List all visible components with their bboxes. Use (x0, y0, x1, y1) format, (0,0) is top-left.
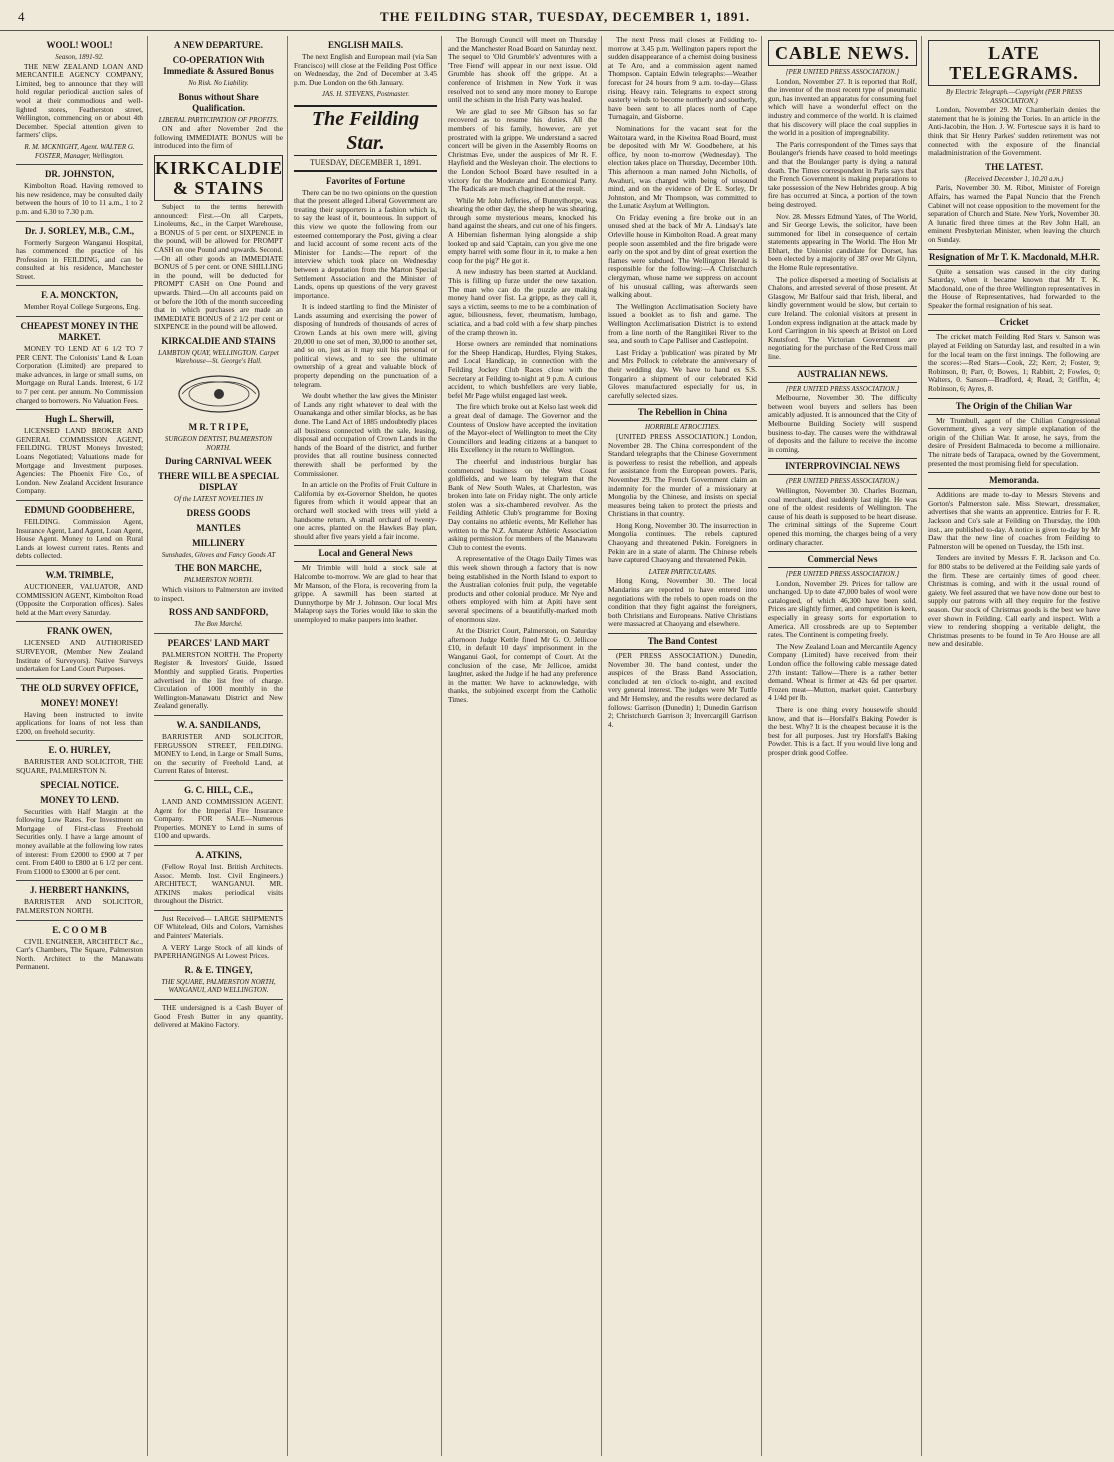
atkins-text: (Fellow Royal Inst. British Architects. Assoc. Memb. Inst. Civil Engineers.) ARCHITECT, WANGANUI. MR. ATKINS makes periodical visits throughout the District. (154, 861, 283, 906)
tripe-heading: M R. T R I P E, (188, 422, 249, 433)
sandilands-heading: W. A. SANDILANDS, (176, 719, 261, 730)
sandilands-text: BARRISTER AND SOLICITOR, FERGUSSON STREET, FEILDING. MONEY to Lend, in Large or Small Sums, on the security of Freehold Land, at Current Rates of Interest. (154, 731, 283, 776)
late-telegrams-text: London, November 29. Mr Chamberlain denies the statement that he is joining the Tories. In an article in the Anti-Jacobin, the Hon. J. W. Fortescue says it is hard to think that Sir Henry Parkes' sudden retirement was not connected with the exposure of the financial maladministration of the Government. (928, 105, 1100, 158)
special-notice-heading: SPECIAL NOTICE. (40, 779, 119, 790)
council-paragraph-3: While Mr John Jefferies, of Bunnythorpe, was shearing the other day, the sheep he was shearing, through some mysterious means, knocked his hand against the shears, and cut one of his fingers. A Hibernian fisherman lying alongside a ship looked up and said 'Captain, can you give me one empty barrel with some flour in it, to make a hen coop for the pig?' He got it. (448, 195, 597, 265)
english-mails-heading: ENGLISH MAILS. (327, 40, 404, 50)
survey-office-heading: THE OLD SURVEY OFFICE, (20, 682, 139, 693)
commercial-text-1: London, November 29. Prices for tallow are unchanged. Up to date 47,000 bales of wool were catalogued, of which 46,300 have been sold. Prices are slightly firmer, and competition is keen, especially in greasy sorts for exportation to America. All crossbreds are up to September rates. The Continent is competing freely. (768, 578, 917, 640)
the-latest-sub: (Received December 1, 10.20 a.m.) (964, 174, 1064, 183)
hurley-text: BARRISTER AND SOLICITOR, THE SQUARE, PALMERSTON N. (16, 757, 143, 776)
sorley-heading: Dr. J. SORLEY, M.B., C.M., (24, 225, 135, 236)
no-risk-tag: No Risk. No Liability. (188, 79, 249, 87)
departure-text: ON and after November 2nd the following IMMEDIATE BONUS will be introduced into the firm of (154, 124, 283, 151)
millinery-heading: MILLINERY (192, 537, 245, 548)
atkins-heading: A. ATKINS, (195, 849, 242, 860)
news-paragraph-5: Last Friday a 'publication' was pirated by Mr and Mrs Pollock to celebrate the anniversary of their wedding day. We have to hand ex S.S. Tongariro a shipment of our celebrated Kid Gloves manufactured especially for us, in carefully selected sizes. (608, 347, 757, 400)
wool-text: THE NEW ZEALAND LOAN AND MERCANTILE AGENCY COMPANY, Limited, beg to announce that they will hold regular periodical auction sales of wool at their commodious and well-lighted stores, Featherston street, Wellington, commencing on or about 4th December. Special attention given to farmers' clips. (16, 61, 143, 140)
local-news-heading: Local and General News (294, 545, 437, 562)
postmaster-signature: JAS. H. STEVENS, Postmaster. (321, 90, 410, 99)
butter-buyer-text: THE undersigned is a Cash Buyer of Good Fresh Butter in any quantity, delivered at Makino Factory. (154, 1003, 283, 1030)
late-telegrams-sub: By Electric Telegraph.—Copyright (PER PRESS ASSOCIATION.) (945, 88, 1083, 105)
interprovincial-heading: INTERPROVINCIAL NEWS (768, 458, 917, 475)
later-particulars-text: Hong Kong, November 30. The local Mandarins are reported to have entered into negotiations with the rebels to open roads on the condition that they fight against the foreigners, both Christians and Europeans. Native Christians were massacred at Chaoyang and elsewhere. (608, 576, 757, 629)
paperhangings-text: A VERY Large Stock of all kinds of PAPERHANGINGS At Lowest Prices. (154, 942, 283, 961)
news-paragraph-4: The Wellington Acclimatisation Society have issued a booklet as to fish and game. The Wellington Acclimatisation District is to extend from a line north of the Rangitikei River to the sea, and south to Cape Palliser and Castlepoint. (608, 301, 757, 346)
johnston-heading: DR. JOHNSTON, (44, 169, 115, 180)
band-contest-heading: The Band Contest (608, 633, 757, 650)
cable-text-4: The police dispersed a meeting of Socialists at Chalons, and arrested several of those present. At Glasgow, Mr Balfour said that Irish, liberal, and kindly government would be slow, but certain to cure Ireland. The colonial visitors at present in London express indignation at the attack made by Lord Carrington in his speech at Bristol on Lord Knutsford. The Victorian Government are negotiating for the purchase of the Red Cross mail line. (768, 274, 918, 361)
wool-signature: R. M. MCKNIGHT, Agent. WALTER G. FOSTER, Manager, Wellington. (24, 142, 135, 160)
resignation-text: Quite a sensation was caused in the city during Saturday, when it became known that Mr T. K. Macdonald, one of the three Wellington representatives in the House of Representatives, had forwarded to the Speaker the formal resignation of his seat. (928, 266, 1100, 310)
rebellion-text-1: [UNITED PRESS ASSOCIATION.] London, November 28. The China correspondent of the Standard telegraphs that the Chinese Government is powerless to resist the rebellion, and appeals for assistance from the European powers. Paris, November 29. The French Government claim an indemnity for the murder of a missionary at Mongolia by the Chinese, and insists on special measures being taken to protect the priests and Christians in that country. (608, 431, 757, 519)
goodbehere-heading: EDMUND GOODBEHERE, (24, 504, 135, 515)
favorites-paragraph-3: We doubt whether the law gives the Minister of Lands any right whatever to deal with the Ouanakanga and other similar blocks, as he has done. The Land Act of 1885 undoubtedly places all business connected with the sale, leasing, disposal and occupation of Crown Lands in the hands of the Board of the district, and further provides that all routine business connected therewith shall be performed by the Commissioner. (294, 391, 437, 478)
hankins-text: BARRISTER AND SOLICITOR, PALMERSTON NORTH. (16, 897, 143, 915)
wool-season: Season, 1891-92. (55, 53, 104, 61)
column-4 (444, 36, 602, 1456)
sunshades-line: Sunshades, Gloves and Fancy Goods AT (161, 550, 276, 559)
sorley-text: Formerly Surgeon Wanganui Hospital, has commenced the practice of his Profession in FEILDING, and can be consulted at his residence, Manchester Street. (16, 237, 143, 281)
council-paragraph-9: At the District Court, Palmerston, on Saturday afternoon Judge Kettle fined Mr G. O. Jellicoe £10, in default 10 days' imprisonment in the Wanganui Gaol, for contempt of Court. At the conclusion of the case, Mr Jellicoe, amidst laughter, asked the Judge if he had any preference in the matter. We have to acknowledge, with thanks, the subjoined excerpt from the Catholic Times. (448, 626, 597, 704)
tingey-heading: R. & E. TINGEY, (184, 964, 253, 975)
atrocities-subheading: HORRIBLE ATROCITIES. (644, 423, 721, 432)
cable-news-heading: CABLE NEWS. (768, 40, 917, 66)
council-paragraph-8: A representative of the Otago Daily Times was this week shown through a factory that is now being established in the North Island to export to the Australian colonies fruit pulp, the vegetable products and other colonial produce. Mr Nye and others employed with him at Apiti have sent several specimens of a beautifully-marked moth of enormous size. (448, 554, 597, 624)
ornament-crest-icon (174, 372, 264, 416)
hankins-heading: J. HERBERT HANKINS, (29, 885, 130, 896)
tingey-address: THE SQUARE, PALMERSTON NORTH, WANGANUI, AND WELLINGTON. (161, 977, 276, 995)
kirkcaldie-signature: KIRKCALDIE AND STAINS (161, 335, 276, 346)
special-display-heading: THERE WILL BE A SPECIAL DISPLAY (158, 471, 279, 493)
masthead (0, 0, 1114, 31)
rebellion-text-2: Hong Kong, November 30. The insurrection in Mongolia continues. The rebels captured Chaoyang and threatened Pekin. Foreigners in Pekin are in a state of alarm. The Chinese rebels have captured Chaoyang and threatened Pekin. (608, 520, 757, 565)
money-to-lend-heading: MONEY TO LEND. (40, 794, 119, 805)
cable-text-3: Nov. 28. Messrs Edmund Yates, of The World, and Sir George Lewis, the solicitor, have been summoned for libel in consequence of certain statements appearing in The World. The Hon Mr Ebhart, the Unionist candidate for Dorset, has been elected by a majority of 387 over Mr Glynn, the Home Rule representative. (768, 211, 917, 273)
commercial-news-heading: Commercial News (768, 551, 917, 568)
new-departure-heading: A NEW DEPARTURE. (173, 40, 264, 50)
trimble-heading: W.M. TRIMBLE, (45, 569, 114, 580)
kirkcaldie-banner: KIRKCALDIE & STAINS (154, 155, 283, 201)
council-paragraph-7: The cheerful and industrious burglar has commenced business on the West Coast goldfields, and we learn by telegram that the Bank of New South Wales, at Charleston, was broken into late on Friday night. The only article stolen was a six-chambered revolver. As the Feilding Athletic Club's programme for Boxing Day contains no athletic events, Mr Kelleher has written to the N.Z. Amateur Athletic Association asking permission for members of the Manawatu Club to contest the events. (448, 456, 597, 552)
bonus-tag: Bonus without Share Qualification. (178, 91, 259, 113)
masthead-title: THE FEILDING STAR, TUESDAY, DECEMBER 1, 1891. (380, 9, 751, 24)
cooperation-subheading: CO-OPERATION With Immediate & Assured Bonus (163, 55, 274, 76)
interprovincial-text: Wellington, November 30. Charles Bozman, coal merchant, died suddenly last night. He was one of the oldest residents of Wellington. The cause of his death is supposed to be heart disease. The criminal sittings of the Supreme Court opened this morning, the charges being of a very ordinary character. (768, 485, 917, 547)
ross-sandford-heading: ROSS AND SANDFORD, (168, 607, 269, 618)
hill-heading: G. C. HILL, C.E., (184, 784, 253, 795)
page-number: 4 (18, 9, 26, 24)
money-to-lend-text: Securities with Half Margin at the following Low Rates. For Investment on Mortgage of First-class Freehold Securities only. I have a large amount of money available at the following low rates of interest: From £2000 to £900 at 7 per cent. From £400 to £800 at 6 1/2 per cent. From £1000 to £3000 at 6 per cent. (16, 806, 143, 876)
bon-marche-text: Which visitors to Palmerston are invited to inspect. (154, 585, 283, 603)
favorites-paragraph-2: It is indeed startling to find the Minister of Lands assuming and exercising the power of disposing of hundreds of thousands of acres of Crown Lands at his own mere will, giving 20,000 to one set of men, 30,000 to another set, and so on, just as it may suit his personal or political views, and to see the ultimate ownership of a great and valuable block of property depending on the punctuation of a telegram. (294, 302, 437, 389)
kirkcaldie-address: LAMBTON QUAY, WELLINGTON. Carpet Warehouse—St. George's Hall. (158, 348, 279, 366)
monckton-heading: F. A. MONCKTON, (41, 290, 118, 301)
commercial-news-sub: [PER UNITED PRESS ASSOCIATION.] (785, 570, 900, 579)
owen-text: LICENSED AND AUTHORISED SURVEYOR, (Member New Zealand Institute of Surveyors). Native Surveys undertaken for Land Court Purposes. (16, 638, 143, 674)
wool-heading: WOOL! WOOL! (46, 40, 113, 50)
column-7 (924, 36, 1104, 1456)
cable-text-1: London, November 27. It is reported that Rolf, the inventor of the most recent type of pneumatic gun, has invented an apparatus for consuming fuel which will have a wonderful effect on the industry and commerce of the world. It is claimed that his discovery will place the coal supplies in the world in a position of impregnability. (768, 76, 918, 138)
monckton-text: Member Royal College Surgeons, Eng. (24, 302, 141, 312)
australian-news-heading: AUSTRALIAN NEWS. (768, 366, 917, 383)
ross-sandford-sub: The Bon Marché. (194, 620, 243, 629)
cricket-text: The cricket match Feilding Red Stars v. Sanson was played at Feilding on Saturday last, and resulted in a win for the local team on the first innings. The following are the scores:—Red Stars—Cook, 22; Kerr, 2; Foster, 9; Robinson, 0; Parr, 0; Bowes, 1; Rabbitt, 2; Fowles, 0; Walters, 0. Sanson—Bradford, 4; Read, 3; Griffin, 4; Robinson, 6; Ayres, 8. (928, 332, 1100, 394)
dress-goods-heading: DRESS GOODS (186, 507, 251, 518)
rebellion-heading: The Rebellion in China (608, 404, 757, 421)
the-latest-heading: THE LATEST. (985, 161, 1043, 172)
coomb-text: CIVIL ENGINEER, ARCHITECT &c., Carr's Chambers, The Square, Palmerston North. Architect to the Manawatu Permanent. (16, 936, 143, 972)
mantles-heading: MANTLES (196, 522, 241, 533)
bon-marche-heading: THE BON MARCHE, (175, 563, 262, 574)
later-particulars-heading: LATER PARTICULARS. (648, 567, 717, 576)
hill-text: LAND AND COMMISSION AGENT. Agent for the Imperial Fire Insurance Company. FOR SALE—Numerous Properties. MONEY to Lend in sums of £100 and upwards. (154, 796, 283, 841)
column-1 (12, 36, 148, 1456)
the-latest-text: Paris, November 30. M. Ribot, Minister of Foreign Affairs, has warned the Papal Nuncio that the French Cabinet will not cease opposition to the movement for the separation of Church and State. New York, November 30. A lunatic fired three times at the Rev John Hall, an eminent Presbyterian Minister, when leaving the church on Sunday. (928, 183, 1100, 244)
memoranda-text-2: Tenders are invited by Messrs F. R. Jackson and Co. for 800 stabs to be delivered at the Feilding sale yards of the firm. These are certainly times of good cheer. Christmas is coming, and with it the usual round of gaiety. We feel assured that we have now done our best to supply our patrons with all they require for the festive season. Our stock of Christmas goods is the best we have ever shown in Feilding. Call early and inspect. With a view to rendering shopping a veritable delight, the Christmas presents to be found in Te Aro House are all new and desirable. (928, 553, 1100, 649)
commercial-text-2: The New Zealand Loan and Mercantile Agency Company (Limited) have received from their London office the following cable message dated 27th instant: Tallow—There is a rather better demand. Wheat is firmer at 42s 6d per quarter. Frozen meat—Mutton, market quiet. Canterbury 4 1/4d per lb. (768, 641, 917, 703)
australian-news-sub: [PER UNITED PRESS ASSOCIATION.] (785, 384, 900, 393)
sherwill-heading: Hugh L. Sherwill, (45, 414, 114, 425)
council-paragraph-5: Horse owners are reminded that nominations for the Sheep Handicap, Hurdles, Flying Stakes, and Local Handicap, in connection with the Feilding Jockey Club Races close with the Secretary at Feilding to-night at 9 p.m. A curious accident, to which bushfellers are very liable, befel Mr Page whilst engaged last week. (448, 339, 597, 400)
hurley-heading: E. O. HURLEY, (48, 745, 111, 756)
favorites-heading: Favorites of Fortune (326, 175, 405, 186)
tripe-subheading: SURGEON DENTIST, PALMERSTON NORTH. (164, 435, 273, 452)
favorites-paragraph-1: There can be no two opinions on the question that the present alleged Liberal Government are treating their supporters in a fashion which is, to say the least of it, bounteous. In support of this view we quote the following from our esteemed contemporary the Post, giving a clear and lucid account of some recent acts of the Minister for Lands:—The report of the interview which took place on Wednesday between a deputation from the Marton Special Settlement Association and the Minister of Lands, opens up questions of the very gravest importance. (294, 187, 437, 300)
cable-news-sub: [PER UNITED PRESS ASSOCIATION.] (785, 68, 900, 76)
resignation-heading: Resignation of Mr T. K. Macdonald, M.H.R. (928, 249, 1100, 266)
council-paragraph-2: We are glad to see Mr Gibson has so far recovered as to resume his duties. All the members of his family, however, are yet prostrated with la grippe. We understand a sacred concert will be given in the Assembly Rooms on Christmas Eve, under the auspices of Mr R. F. Hayfield and the Wesleyan choir. The elections to the London School Board have resulted in a victory for the Moderate and Economical Party. The Radicals are much chagrined at the result. (448, 106, 597, 194)
kirkcaldie-text: Subject to the terms herewith announced: First.—On all Carpets, Linoleums, &c., in the Carpet Warehouse, a BONUS of 5 per cent. or SIXPENCE in the pound, will be allowed for PROMPT CASH on one Pound and upwards. Second.—On all other goods an IMMEDIATE BONUS of 5 per cent. or ONE SHILLING in the pound, will be deducted for PROMPT CASH on One Pound and upwards. Third.—On all accounts paid on or before the 10th of the month succeeding that in which purchases are made an IMMEDIATE BONUS of 2 1/2 per cent or SIXPENCE in the pound will be allowed. (154, 201, 283, 332)
money-money-heading: MONEY! MONEY! (40, 697, 119, 708)
bon-marche-address: PALMERSTON NORTH. (183, 576, 254, 585)
council-paragraph-4: A new industry has been started at Auckland. This is filling up furze under the new taxation. The man who can do the puzzle are making money hand over fist. La grippe, as they call it, says a victim, seems to me to be a combination of ague, biliousness, fever, rheumatism, lumbago, sciatica, and a bad cold with a few sharp pinches of the cramp thrown in. (448, 267, 597, 337)
late-telegrams-heading: LATE TELEGRAMS. (928, 40, 1100, 86)
english-mails-text: The next English and European mail (via San Francisco) will close at the Feilding Post Office on Wednesday, the 2nd of December at 3.45 p.m. Due London on the 6th January. (294, 52, 437, 87)
column-3 (290, 36, 442, 1456)
liberal-participation: LIBERAL PARTICIPATION OF PROFITS. (158, 115, 279, 124)
council-paragraph-6: The fire which broke out at Kelso last week did a great deal of damage. The Governor and the Countess of Onslow have accepted the invitation of the Mayor-elect of Wellington to meet the City Councillors and leading citizens at a banquet to His Excellency in the return to Wellington. (448, 402, 597, 455)
cheapest-money-text: MONEY TO LEND AT 6 1/2 TO 7 PER CENT. The Colonists' Land & Loan Corporation (Limited) are prepared to make advances, in large or small sums, on Mortgage on Rural Lands. Interest, 6 1/2 to 7 per cent. per annum. No Commission charged to borrowers. No Valuation Fees. (16, 344, 143, 405)
column-2 (150, 36, 288, 1456)
owen-heading: FRANK OWEN, (47, 626, 112, 637)
chilian-war-text: Mr Trumbull, agent of the Chilian Congressional Government, gives a very simple explanation of the origin of the Chilian War. It arose, he says, from the desire of President Balmaceda to become a millionaire. The nitrate beds of Tarapaca, owned by the Government, presented the most promising field for speculation. (928, 415, 1100, 468)
column-5 (604, 36, 762, 1456)
news-paragraph-3: On Friday evening a fire broke out in an unused shed at the back of Mr A. Lindsay's late Orleville house in Kimbolton Road. A great many people soon assembled and the fire brigade were early on the spot and by dint of great exertion the flames were subdued. The Wellington Herald is responsible for the following:—A Christchurch clergyman, whose name we suppress on account of his unusual calling, was afterwards seen walking about. (608, 212, 757, 300)
memoranda-heading: Memoranda. (928, 472, 1100, 489)
interprovincial-sub: (PER UNITED PRESS ASSOCIATION.) (786, 477, 899, 486)
band-contest-text: (PER PRESS ASSOCIATION.) Dunedin, November 30. The band contest, under the auspices of the Brass Band Association, concluded at ten o'clock to-night, and excited very general interest. The judges were Mr Tuttle and Mr Hemsley, and the results were declared as follows: Garrison (Dunedin) 1; Dunedin Garrison 2; Christchurch Garrison 3; Invercargill Garrison 4. (608, 651, 757, 729)
shipment-text: Just Received— LARGE SHIPMENTS OF Whitelead, Oils and Colors, Varnishes and Painters' Materials. (154, 913, 283, 941)
coomb-heading: E. C O O M B (52, 924, 107, 935)
pearce-text: PALMERSTON NORTH. The Property Register & Investors' Guide, Issued Monthly and supplied Gratis. Properties advertised in the list free of charge. Circulation of 1000 monthly in the Wellington-Manawatu District and New Zealand generally. (154, 649, 283, 711)
column-6 (764, 36, 922, 1456)
news-paragraph-2: Nominations for the vacant seat for the Waitotara ward, in the Kiwitea Road Board, must be deposited with Mr W. Goodbehere, at his office, by noon to-morrow (Wednesday). The election takes place on Thursday, December 10th. This afternoon a man named John Nicholls, of Awahuri, was charged with being of unsound mind, and on the evidence of Dr E. Sorley, Dr Johnston, and Mr Thompson, was committed to the Lunatic Asylum at Wellington. (608, 123, 757, 211)
commercial-text-3: There is one thing every housewife should know, and that is—Horsfall's Baking Powder is the best. Why? It is the cheapest because it is the best for all purposes. Just try Horsfall's Baking Powder. This is a fact. If you would live long and prosper drink good Coffee. (768, 705, 917, 757)
newspaper-nameplate: The Feilding Star. (294, 105, 437, 156)
carnival-heading: During CARNIVAL WEEK (165, 456, 272, 467)
goodbehere-text: FEILDING. Commission Agent, Insurance Agent, Land Agent, Loan Agent, House Agent. Money to Lend on Rural Lands at lowest current rates. Rents and debts collected. (16, 516, 143, 561)
cricket-heading: Cricket (928, 314, 1100, 331)
sherwill-text: LICENSED LAND BROKER AND GENERAL COMMISSION AGENT, FEILDING. TRUST Moneys Invested; Loans Negotiated; Valuations made for Mortgage and Investment purposes. Agencies: The Phoenix Fire Co., of London. New Zealand Accident Insurance Company. (16, 426, 143, 496)
australian-news-text: Melbourne, November 30. The difficulty between wool buyers and sellers has been amicably adjusted. It is announced that the City of Melbourne Building Society will suspend business to-day. The causes were the withdrawal of deposits and the failure to receive the income in coming. (768, 393, 917, 454)
cable-text-2: The Paris correspondent of the Times says that Boulanger's friends have ceased to hold meetings and that the Boulanger party is dying a natural death. The Times correspondent in Paris says that the French Government is making preparations to take possession of the New Hebrides group. A big fire has occurred at Sinca, a portion of the town being destroyed. (768, 139, 917, 209)
memoranda-text-1: Additions are made to-day to Messrs Stevens and Gorton's Palmerston sale. Miss Stewart, dressmaker, advertises that she wants an apprentice. Entries for F. R. Jackson and Co's sale at Feilding on Thursday, the 10th inst., are published to-day. A notice is given to-day by Mr Daw that the new line of coaches from Feilding to Palmerston will be opened on Tuesday, the 15th inst. (928, 490, 1100, 551)
johnston-text: Kimbolton Road. Having removed to his new residence, may be consulted daily between the hours of 10 to 11 a.m., 1 to 2 p.m. and 6.30 to 7.30 p.m. (16, 181, 143, 216)
cheapest-money-heading: CHEAPEST MONEY IN THE MARKET. (20, 321, 139, 343)
trimble-text: AUCTIONEER, VALUATOR, AND COMMISSION AGENT, Kimbolton Road (Opposite the Corporation offices). Sales held at the Mart every Saturday. (16, 581, 143, 617)
novelties-line: Of the LATEST NOVELTIES IN (174, 495, 263, 504)
favorites-paragraph-4: In an article on the Profits of Fruit Culture in California by ex-Governor Sheldon, he quotes figures from which it would appear that an orchard well stocked with trees will yield a handsome return. A small orchard of twenty-one acres, planted on the Hawkes Bay plan, should after five years yield a fair income. (294, 480, 437, 541)
chilian-war-heading: The Origin of the Chilian War (928, 398, 1100, 415)
pearce-heading: PEARCES' LAND MART (167, 637, 270, 648)
local-news-text: Mr Trimble will hold a stock sale at Halcombe to-morrow. We are glad to hear that Mr Manson, of the Flora, is recovering from la grippe. A sawmill has been started at Dunnythorpe by Mr J. Johnson. Our local Mrs Malaprop says the Tories would like to skin the unemployed to make paupers into leather. (294, 563, 437, 624)
council-paragraph-1: The Borough Council will meet on Thursday and the Manchester Road Board on Saturday next. The sequel to 'Old Grumble's' adventures with a 'Tree Fiend' will appear in our next issue. Old Grumble has shook off the grippe. At a conference of Irishmen in New York it was resolved not to send any more money to Europe until the schism in the Irish Party was healed. (448, 36, 598, 105)
news-paragraph-1: The next Press mail closes at Feilding to-morrow at 3.45 p.m. Wellington papers report the sudden disappearance of a chemist doing business at Te Aro, and a commission agent named Thompson. Captain Edwin telegraphs:—Weather forecast for 24 hours from 9 a.m. to-day—Glass rising. Heavy rain. Telegrams to expect strong easterly winds to become northerly and southerly, have been sent to all places north of Cape Turnagain, and Gisborne. (608, 36, 757, 122)
issue-date: TUESDAY, DECEMBER 1, 1891. (294, 159, 437, 172)
money-money-text: Having been instructed to invite applications for loans of not less than £200, on freehold security. (16, 709, 143, 736)
